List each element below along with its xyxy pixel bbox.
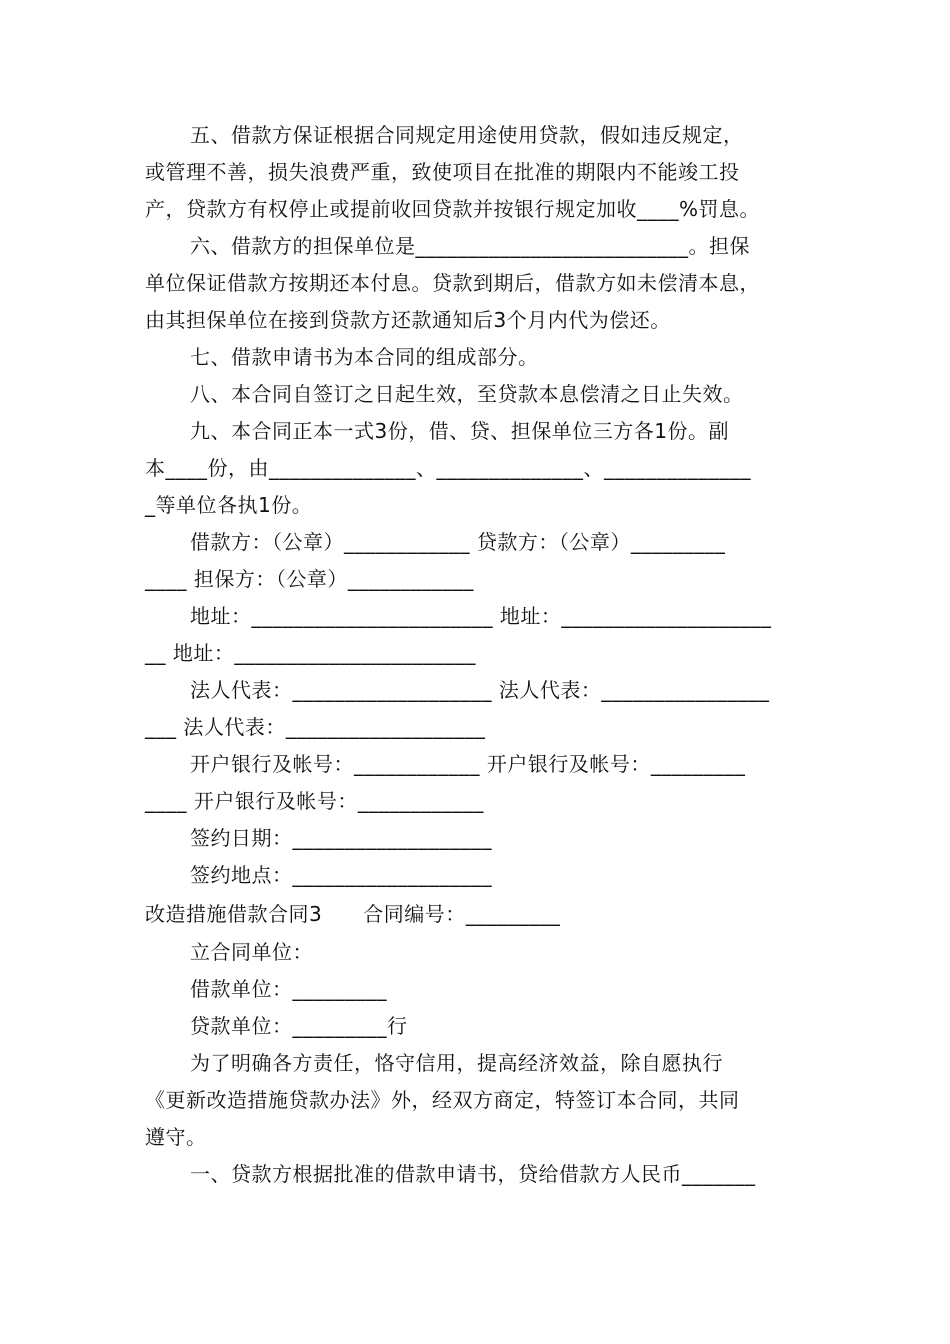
clause-6-line-2: 单位保证借款方按期还本付息。贷款到期后，借款方如未偿清本息， (145, 271, 760, 295)
parties-heading: 立合同单位： (190, 940, 313, 964)
clause-7: 七、借款申请书为本合同的组成部分。 (190, 345, 539, 369)
sign-date-line: 签约日期：___________________ (190, 826, 492, 850)
lender-unit-line: 贷款单位：_________行 (190, 1014, 408, 1038)
sign-place-line: 签约地点：___________________ (190, 863, 492, 887)
bank-account-line-1: 开户银行及帐号：____________ 开户银行及帐号：_________ (190, 752, 746, 776)
clause-8: 八、本合同自签订之日起生效，至贷款本息偿清之日止失效。 (190, 382, 744, 406)
clause-1-line-1: 一、贷款方根据批准的借款申请书，贷给借款方人民币_______ (190, 1162, 756, 1186)
borrower-unit-line: 借款单位：_________ (190, 977, 387, 1001)
legal-rep-line-2: ___ 法人代表：___________________ (145, 715, 486, 739)
preamble-line-2: 《更新改造措施贷款办法》外，经双方商定，特签订本合同，共同 (145, 1088, 740, 1112)
clause-5-line-1: 五、借款方保证根据合同规定用途使用贷款，假如违反规定， (190, 123, 744, 147)
signature-seal-line-1: 借款方：（公章）____________ 贷款方：（公章）_________ (190, 530, 726, 554)
clause-9-line-1: 九、本合同正本一式3份，借、贷、担保单位三方各1份。副 (190, 419, 729, 443)
clause-9-line-3: _等单位各执1份。 (145, 493, 313, 517)
address-line-2: __ 地址：_______________________ (145, 641, 476, 665)
legal-rep-line-1: 法人代表：___________________ 法人代表：________________ (190, 678, 770, 702)
preamble-line-3: 遵守。 (145, 1125, 207, 1149)
bank-account-line-2: ____ 开户银行及帐号：____________ (145, 789, 484, 813)
signature-seal-line-2: ____ 担保方：（公章）____________ (145, 567, 474, 591)
address-line-1: 地址：_______________________ 地址：____________________ (190, 604, 772, 628)
clause-6-line-1: 六、借款方的担保单位是__________________________。担保 (190, 234, 750, 258)
clause-5-line-3: 产，贷款方有权停止或提前收回贷款并按银行规定加收____%罚息。 (145, 197, 761, 221)
contract-3-heading: 改造措施借款合同3 合同编号：_________ (145, 902, 561, 926)
preamble-line-1: 为了明确各方责任，恪守信用，提高经济效益，除自愿执行 (190, 1051, 723, 1075)
clause-6-line-3: 由其担保单位在接到贷款方还款通知后3个月内代为偿还。 (145, 308, 671, 332)
clause-9-line-2: 本____份，由______________、______________、______________ (145, 456, 751, 480)
clause-5-line-2: 或管理不善，损失浪费严重，致使项目在批准的期限内不能竣工投 (145, 160, 740, 184)
